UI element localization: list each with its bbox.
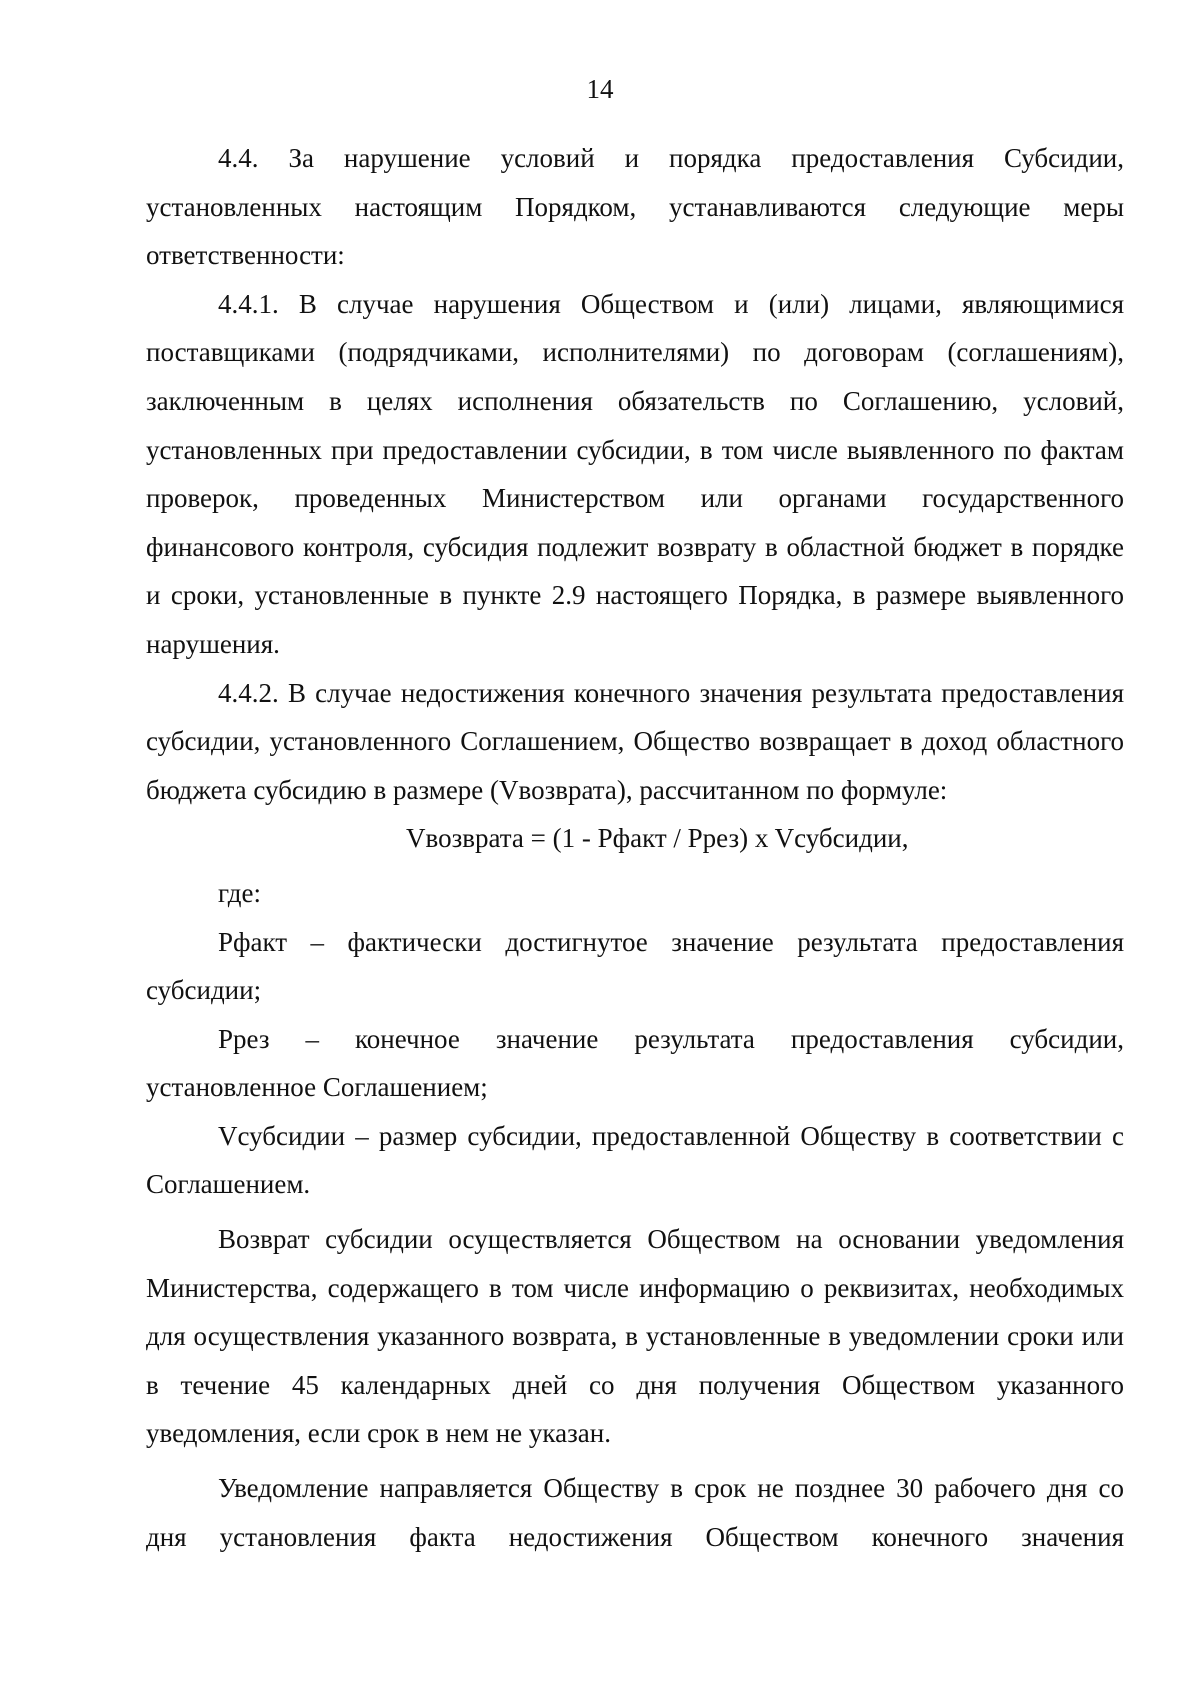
paragraph-4-4-1: 4.4.1. В случае нарушения Обществом и (или) лицами, являющимися поставщиками (подрядчиками, исполнителями) по договорам (соглашениям), заключенным в целях исполнения обязательств по Соглашению, условий, установленных при предоставлении субсидии, в том числе выявленного по фактам проверок, проведенных Министерством или органами государственного финансового контроля, субсидия подлежит возврату в областной бюджет в порядке и сроки, установленные в пункте 2.9 настоящего Порядка, в размере выявленного нарушения.: [146, 288, 1124, 659]
where-label: где:: [218, 877, 261, 908]
definition-vsubsidii: Vсубсидии – размер субсидии, предоставленной Обществу в соответствии с Соглашением.: [146, 1120, 1124, 1200]
document-body: [146, 134, 1124, 1561]
return-paragraph: Возврат субсидии осуществляется Обществом на основании уведомления Министерства, содержащего в том числе информацию о реквизитах, необходимых для осуществления указанного возврата, в установленные в уведомлении сроки или в течение 45 календарных дней со дня получения Обществом указанного уведомления, если срок в нем не указан.: [146, 1224, 1124, 1449]
definition-prez: Pрез – конечное значение результата предоставления субсидии, установленное Соглашением;: [146, 1023, 1124, 1103]
page-number: 14: [586, 74, 614, 104]
notice-paragraph: Уведомление направляется Обществу в срок не позднее 30 рабочего дня со дня установления факта недостижения Обществом конечного значения: [146, 1473, 1124, 1552]
definition-pfact: Pфакт – фактически достигнутое значение результата предоставления субсидии;: [146, 926, 1124, 1006]
paragraph-4-4: 4.4. За нарушение условий и порядка предоставления Субсидии, установленных настоящим Порядком, устанавливаются следующие меры ответственности:: [146, 143, 1124, 271]
formula-line: Vвозврата = (1 - Pфакт / Pрез) x Vсубсидии,: [406, 823, 909, 854]
paragraph-4-4-2: 4.4.2. В случае недостижения конечного значения результата предоставления субсидии, установленного Соглашением, Общество возвращает в доход областного бюджета субсидию в размере (Vвозврата), рассчитанном по формуле:: [146, 677, 1124, 805]
